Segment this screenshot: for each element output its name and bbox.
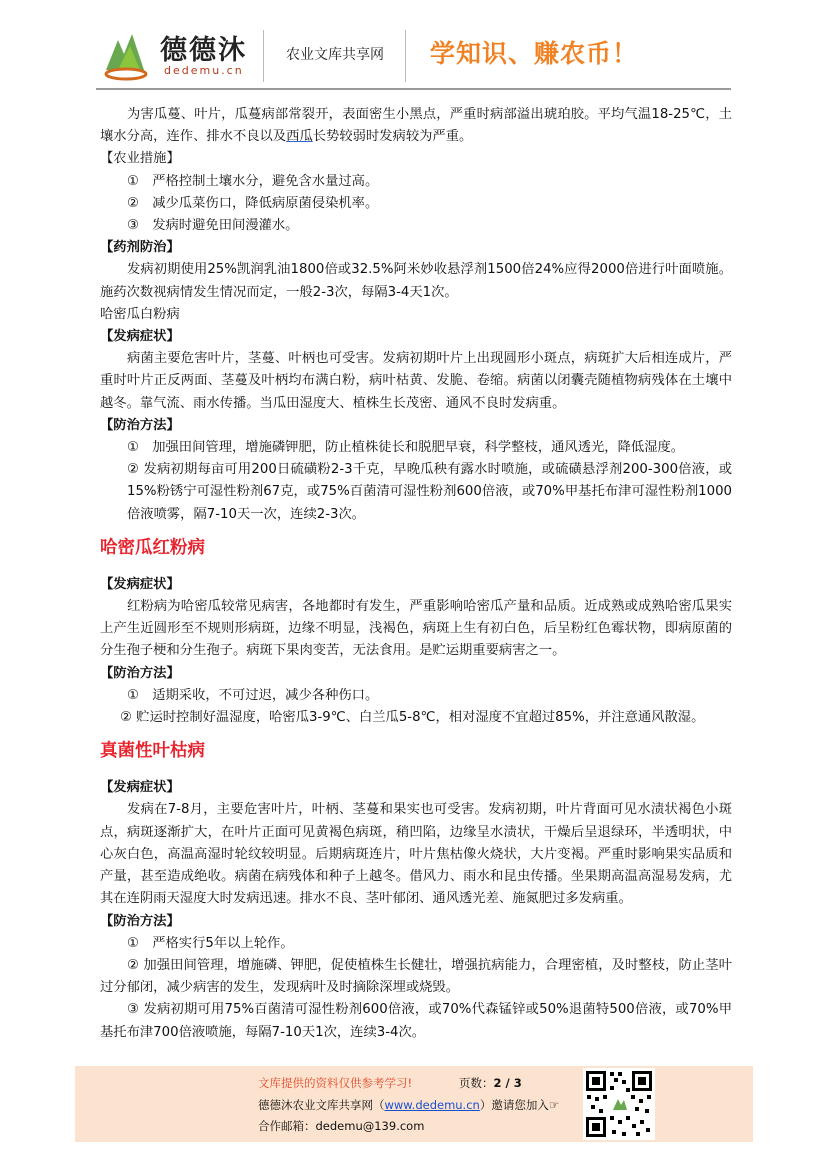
page-footer: [75, 1066, 753, 1142]
qr-code-icon[interactable]: [583, 1068, 655, 1140]
paragraph: 发病在7-8月，主要危害叶片，叶柄、茎蔓和果实也可受害。发病初期，叶片背面可见水渍状褐色小斑点，病斑逐渐扩大，在叶片正面可见黄褐色病斑，稍凹陷，边缘呈水渍状，干燥后呈退绿环，半透明状，中心灰白色，高温高湿时轮纹较明显。后期病斑连片，叶片焦枯像火烧状，大片变褐。严重时影响果实品质和产量，甚至造成绝收。病菌在病残体和种子上越冬。借风力、雨水和昆虫传播。坐果期高温高湿易发病，尤其在连阴雨天湿度大时发病迅速。排水不良、茎叶郁闭、通风透光差、施氮肥过多发病重。: [100, 802, 732, 907]
list-item: ① 严格控制土壤水分，避免含水量过高。: [127, 173, 379, 189]
footer-invite: 德德沐农业文库共享网（www.dedemu.cn）邀请您加入☞: [258, 1098, 560, 1112]
header-rule: [96, 88, 731, 90]
paragraph: 为害瓜蔓、叶片，瓜蔓病部常裂开，表面密生小黑点，严重时病部溢出琥珀胶。平均气温18-25℃，土壤水分高，连作、排水不良以及西瓜长势较弱时发病较为严重。: [100, 107, 732, 145]
logo-domain: dedemu.cn: [164, 64, 244, 77]
section-label: 【防治方法】: [100, 913, 180, 929]
list-item: ① 严格实行5年以上轮作。: [127, 935, 294, 951]
section-label: 【发病症状】: [100, 780, 180, 796]
list-item: ② 加强田间管理，增施磷、钾肥，促使植株生长健壮，增强抗病能力，合理密植，及时整枝，防止茎叶过分郁闭，减少病害的发生，发现病叶及时摘除深埋或烧毁。: [100, 957, 732, 996]
section-label: 【发病症状】: [100, 329, 180, 345]
email-address[interactable]: dedemu@139.com: [315, 1119, 425, 1133]
list-item: ② 贮运时控制好温湿度，哈密瓜3-9℃、白兰瓜5-8℃，相对湿度不宜超过85%，并注意通风散湿。: [120, 710, 705, 726]
list-item: ② 减少瓜菜伤口，降低病原菌侵染机率。: [127, 195, 379, 211]
header-divider: [405, 30, 406, 82]
section-label: 【药剂防治】: [100, 240, 180, 256]
logo-text: 德德沐: [160, 35, 247, 66]
paragraph: 红粉病为哈密瓜较常见病害，各地都时有发生，严重影响哈密瓜产量和品质。近成熟或成熟哈密瓜果实上产生近圆形至不规则形病斑，边缘不明显，浅褐色，病斑上生有初白色，后呈粉红色霉状物，即病原菌的分生孢子梗和分生孢子。病斑下果肉变苦，无法食用。是贮运期重要病害之一。: [100, 599, 732, 659]
site-link[interactable]: www.dedemu.cn: [384, 1098, 480, 1112]
disease-name: 哈密瓜白粉病: [100, 306, 180, 322]
page-number: 2 / 3: [493, 1076, 522, 1090]
header-divider: [263, 30, 264, 82]
paragraph: 发病初期使用25%凯润乳油1800倍或32.5%阿米妙收悬浮剂1500倍24%应得2000倍进行叶面喷施。施药次数视病情发生情况而定，一般2-3次，每隔3-4天1次。: [100, 262, 732, 300]
list-item: ③ 发病初期可用75%百菌清可湿性粉剂600倍液，或70%代森锰锌或50%退菌特500倍液，或70%甲基托布津700倍液喷施，每隔7-10天1次，连续3-4次。: [100, 1002, 732, 1040]
link-watermelon[interactable]: 西瓜: [286, 129, 313, 145]
section-label: 【发病症状】: [100, 576, 180, 592]
document-body: [100, 104, 732, 1044]
section-heading: 哈密瓜红粉病: [100, 537, 205, 558]
section-heading: 真菌性叶枯病: [100, 741, 205, 762]
logo[interactable]: [100, 28, 260, 84]
list-item: ③ 发病时避免田间漫灌水。: [127, 218, 299, 234]
section-label: 【防治方法】: [100, 417, 180, 433]
section-label: 【农业措施】: [100, 151, 180, 167]
logo-mountain-icon: [100, 30, 158, 82]
footer-email: 合作邮箱：dedemu@139.com: [258, 1119, 425, 1133]
site-name: 农业文库共享网: [286, 47, 384, 63]
list-item: ① 加强田间管理，增施磷钾肥，防止植株徒长和脱肥早衰，科学整枝，通风透光，降低湿度。: [127, 440, 685, 456]
paragraph: 病菌主要危害叶片，茎蔓、叶柄也可受害。发病初期叶片上出现圆形小斑点，病斑扩大后相连成片，严重时叶片正反两面、茎蔓及叶柄均布满白粉，病叶枯黄、发脆、卷缩。病菌以闭囊壳随植物病残体在土壤中越冬。靠气流、雨水传播。当瓜田湿度大、植株生长茂密、通风不良时发病重。: [100, 351, 732, 411]
page-indicator: 页数：2 / 3: [459, 1076, 522, 1090]
section-label: 【防治方法】: [100, 665, 180, 681]
slogan: 学知识、赚农币！: [430, 39, 639, 68]
list-item: ① 适期采收，不可过迟，减少各种伤口。: [127, 687, 379, 703]
list-item: ② 发病初期每亩可用200日硫磺粉2-3千克，早晚瓜秧有露水时喷施，或硫磺悬浮剂200-300倍液，或15%粉锈宁可湿性粉剂67克，或75%百菌清可湿性粉剂600倍液，或70%甲基托布津可湿性粉剂1000倍液喷雾，隔7-10天一次，连续2-3次。: [127, 462, 732, 522]
page-header: [0, 0, 827, 95]
footer-notice: 文库提供的资料仅供参考学习!: [258, 1076, 413, 1090]
